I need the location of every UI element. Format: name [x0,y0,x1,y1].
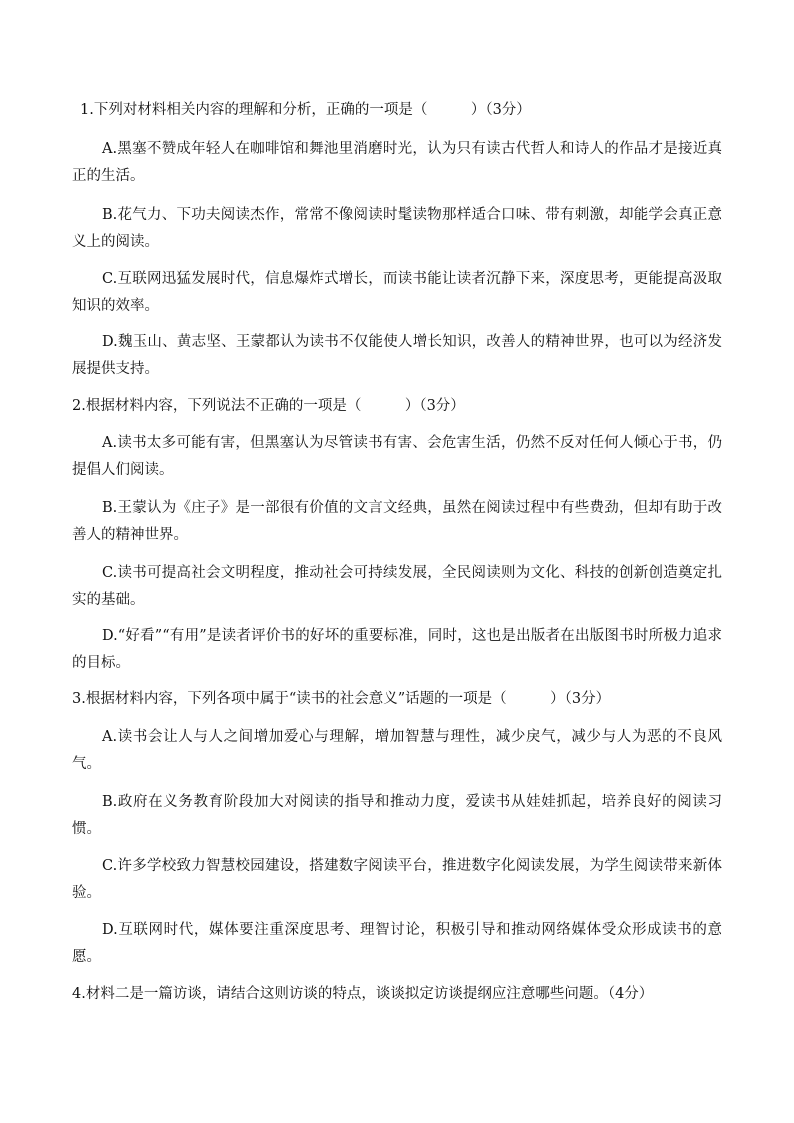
question-3-option-b: B.政府在义务教育阶段加大对阅读的指导和推动力度，爱读书从娃娃抓起，培养良好的阅读习惯。 [72,794,722,837]
question-1-option-a: A.黑塞不赞成年轻人在咖啡馆和舞池里消磨时光，认为只有读古代哲人和诗人的作品才是接近真正的生活。 [72,141,722,184]
question-3-option-a: A.读书会让人与人之间增加爱心与理解，增加智慧与理性，减少戾气，减少与人为恶的不良风气。 [72,729,722,772]
question-1-option-b: B.花气力、下功夫阅读杰作，常常不像阅读时髦读物那样适合口味、带有刺激，却能学会真正意义上的阅读。 [72,207,722,250]
question-3-stem: 3.根据材料内容，下列各项中属于“读书的社会意义”话题的一项是（ ）（3分） [72,691,611,707]
question-3-option-d: D.互联网时代，媒体要注重深度思考、理智讨论，积极引导和推动网络媒体受众形成读书的意愿。 [72,922,722,965]
question-2-option-b: B.王蒙认为《庄子》是一部很有价值的文言文经典，虽然在阅读过程中有些费劲，但却有助于改善人的精神世界。 [72,500,722,543]
question-1-stem: 1.下列对材料相关内容的理解和分析，正确的一项是（ ）（3分） [80,102,531,118]
question-4-stem: 4.材料二是一篇访谈，请结合这则访谈的特点，谈谈拟定访谈提纲应注意哪些问题。（4分） [72,986,654,1002]
question-2-stem: 2.根据材料内容，下列说法不正确的一项是（ ）（3分） [72,398,465,414]
question-1-option-d: D.魏玉山、黄志坚、王蒙都认为读书不仅能使人增长知识，改善人的精神世界，也可以为经济发展提供支持。 [72,334,722,377]
question-3-option-c: C.许多学校致力智慧校园建设，搭建数字阅读平台，推进数字化阅读发展，为学生阅读带来新体验。 [72,858,722,901]
question-1-option-c: C.互联网迅猛发展时代，信息爆炸式增长，而读书能让读者沉静下来，深度思考，更能提高汲取知识的效率。 [72,271,722,314]
question-2-option-c: C.读书可提高社会文明程度，推动社会可持续发展，全民阅读则为文化、科技的创新创造奠定扎实的基础。 [72,565,722,608]
question-2-option-a: A.读书太多可能有害，但黑塞认为尽管读书有害、会危害生活，仍然不反对任何人倾心于书，仍提倡人们阅读。 [72,435,722,478]
question-2-option-d: D.“好看”“有用”是读者评价书的好坏的重要标准，同时，这也是出版者在出版图书时所极力追求的目标。 [72,628,722,671]
